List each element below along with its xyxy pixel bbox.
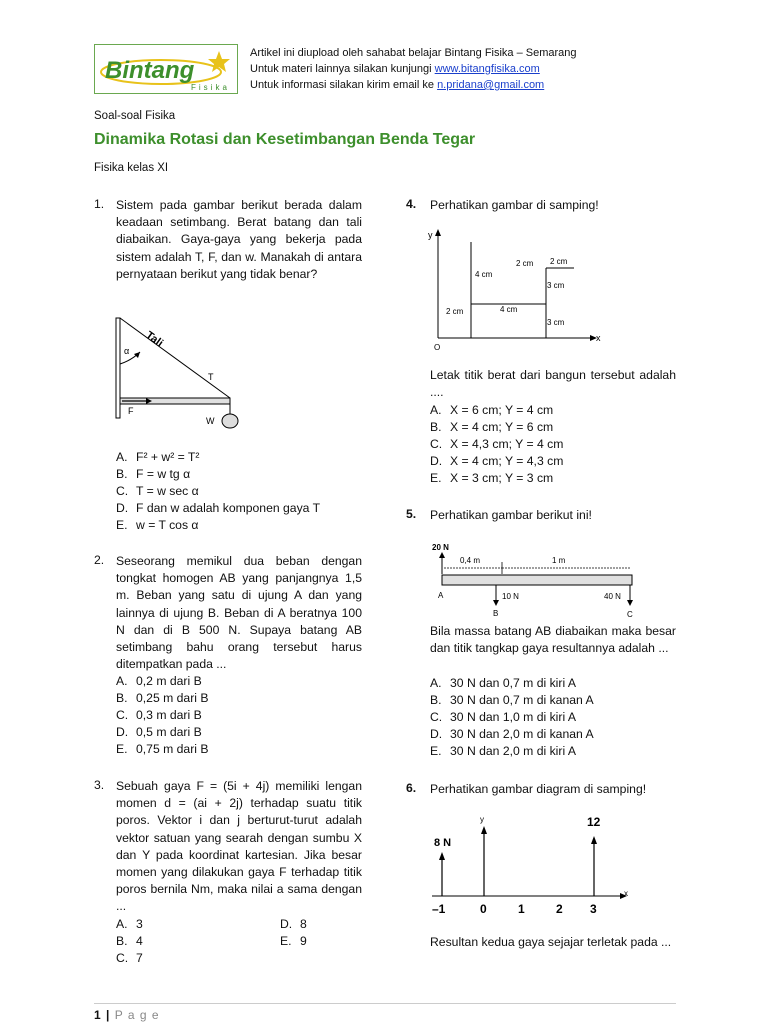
option-letter: E. (280, 934, 292, 948)
q4-option-d[interactable] (430, 453, 563, 470)
option-letter: D. (116, 725, 129, 739)
dim-3cm-upper: 3 cm (547, 281, 565, 290)
q4-option-b[interactable] (430, 419, 553, 436)
q1-option-d[interactable] (116, 500, 320, 517)
q1-option-a[interactable] (116, 449, 199, 466)
q3-option-c[interactable] (116, 950, 143, 967)
option-letter: C. (430, 710, 443, 724)
header-line-1: Artikel ini diupload oleh sahabat belajar Bintang Fisika – Semarang (250, 47, 577, 59)
option-text: X = 3 cm; Y = 3 cm (450, 471, 554, 485)
arc-arrow-icon (134, 352, 140, 358)
option-text: F = w tg α (136, 467, 191, 481)
weight-label: W (206, 416, 215, 426)
dim-2cm-bottom: 2 cm (446, 307, 464, 316)
q4-text: Perhatikan gambar di samping! (430, 198, 599, 212)
option-letter: A. (116, 450, 128, 464)
tick-0: 0 (480, 902, 487, 916)
dim-2cm-top: 2 cm (516, 259, 534, 268)
force-12-label: 12 (587, 815, 601, 829)
q4-option-e[interactable] (430, 470, 553, 487)
rope-label: Tali (143, 329, 166, 350)
q5-option-e[interactable] (430, 743, 576, 760)
footer-divider (94, 1003, 676, 1004)
tick-minus1: –1 (432, 902, 446, 916)
option-text: F² + w² = T² (136, 450, 200, 464)
wall (116, 318, 120, 418)
option-text: 0,75 m dari B (136, 742, 209, 756)
option-letter: E. (430, 744, 442, 758)
option-text: X = 4 cm; Y = 4,3 cm (450, 454, 564, 468)
option-letter: E. (430, 471, 442, 485)
q5-figure (426, 540, 640, 620)
q1-number: 1. (94, 197, 105, 211)
force-20n-label: 20 N (432, 543, 449, 552)
option-text: 7 (136, 951, 143, 965)
doc-grade: Fisika kelas XI (94, 162, 169, 174)
q6-number: 6. (406, 781, 417, 795)
q6-text-2: Resultan kedua gaya sejajar terletak pada ... (430, 935, 672, 949)
q2-option-d[interactable] (116, 724, 202, 741)
point-c-label: C (627, 610, 633, 619)
option-text: 0,5 m dari B (136, 725, 202, 739)
option-letter: B. (116, 467, 128, 481)
q5-number: 5. (406, 507, 417, 521)
option-letter: B. (116, 934, 128, 948)
force-f-label: F (128, 406, 134, 416)
force-12-arrowhead-icon (591, 836, 597, 844)
q5-option-a[interactable] (430, 675, 576, 692)
bintang-fisika-logo (94, 44, 238, 94)
option-letter: E. (116, 518, 128, 532)
dim-3cm-lower: 3 cm (547, 318, 565, 327)
email-link[interactable]: n.pridana@gmail.com (437, 79, 545, 91)
q4-text-2: Letak titik berat dari bangun tersebut adalah .... (430, 368, 676, 400)
website-link[interactable]: www.bitangfisika.com (434, 63, 540, 75)
alpha-label: α (124, 346, 130, 356)
q3-option-a[interactable] (116, 916, 143, 933)
y-arrow-icon (481, 826, 487, 834)
q3-option-b[interactable] (116, 933, 143, 950)
option-text: w = T cos α (136, 518, 199, 532)
force-10n-label: 10 N (502, 592, 519, 601)
option-letter: C. (116, 951, 129, 965)
q2-number: 2. (94, 553, 105, 567)
option-text: 30 N dan 1,0 m di kiri A (450, 710, 576, 724)
option-text: 0,3 m dari B (136, 708, 202, 722)
q2-option-e[interactable] (116, 741, 208, 758)
option-text: 4 (136, 934, 143, 948)
option-letter: A. (116, 674, 128, 688)
option-letter: D. (116, 501, 129, 515)
logo-text: Bintang (105, 57, 195, 84)
y-label: y (480, 815, 484, 824)
force-8n-label: 8 N (434, 837, 452, 849)
force-10n-arrowhead-icon (493, 600, 499, 606)
option-letter: B. (430, 693, 442, 707)
rod-ab (442, 575, 632, 585)
q1-figure (110, 314, 250, 434)
doc-category: Soal-soal Fisika (94, 110, 176, 122)
option-text: T = w sec α (136, 484, 199, 498)
dim-1m-label: 1 m (552, 556, 566, 565)
q4-number: 4. (406, 197, 417, 211)
q4-figure (424, 226, 610, 354)
logo-graphic (95, 45, 237, 93)
x-label: x (624, 889, 628, 898)
option-letter: C. (430, 437, 443, 451)
force-40n-label: 40 N (604, 592, 621, 601)
header-line-2 (250, 63, 540, 76)
tick-3: 3 (590, 902, 597, 916)
q5-text: Perhatikan gambar berikut ini! (430, 508, 592, 522)
y-arrow-icon (435, 229, 441, 236)
weight-ball (222, 414, 238, 428)
option-letter: D. (430, 454, 443, 468)
option-letter: A. (116, 917, 128, 931)
q1-option-c[interactable] (116, 483, 199, 500)
origin-label: O (434, 343, 441, 352)
q4-option-c[interactable] (430, 436, 563, 453)
footer-separator: | (106, 1008, 111, 1022)
tick-2: 2 (556, 902, 563, 916)
q3-number: 3. (94, 778, 105, 792)
q1-option-b[interactable] (116, 466, 190, 483)
rope-line (120, 318, 230, 398)
dim-04-label: 0,4 m (460, 556, 481, 565)
header-line-3-text: Untuk informasi silakan kirim email ke (250, 79, 438, 91)
x-label: x (596, 333, 601, 343)
q3-text: Sebuah gaya F = (5i + 4j) memiliki lengan momen d = (ai + 2j) terhadap suatu titik poros. Vektor i dan j berturut-turut adalah vektor satuan yang searah dengan sumbu X dan Y pada koordinat kartesian. Jika besar momen yang dilakukan gaya F terhadap titik poros bernila Nm, maka nilai a sama dengan ... (116, 779, 362, 914)
option-text: 9 (300, 934, 307, 948)
option-letter: A. (430, 403, 442, 417)
q5-option-d[interactable] (430, 726, 594, 743)
option-text: 30 N dan 2,0 m di kanan A (450, 727, 594, 741)
q2-option-c[interactable] (116, 707, 202, 724)
option-text: 8 (300, 917, 307, 931)
point-b-label: B (493, 609, 499, 618)
q1-text: Sistem pada gambar berikut berada dalam keadaan setimbang. Berat batang dan tali diabaikan. Gaya-gaya yang bekerja pada sistem adalah T, F, dan w. Manakah di antara pernyataan berikut yang tidak benar? (116, 198, 362, 281)
force-8n-arrowhead-icon (439, 852, 445, 860)
tension-label: T (208, 372, 214, 382)
dim-4cm-bottom: 4 cm (500, 305, 518, 314)
page-title: Dinamika Rotasi dan Kesetimbangan Benda Tegar (94, 131, 476, 148)
force-40n-arrowhead-icon (627, 600, 633, 606)
option-text: 30 N dan 0,7 m di kiri A (450, 676, 576, 690)
tick-1: 1 (518, 902, 525, 916)
dim-4cm-left: 4 cm (475, 270, 493, 279)
option-text: 30 N dan 0,7 m di kanan A (450, 693, 594, 707)
point-a-label: A (438, 591, 444, 600)
page-footer (94, 1008, 160, 1022)
q2-option-b[interactable] (116, 690, 208, 707)
header-line-2-text: Untuk materi lainnya silakan kunjungi (250, 63, 435, 75)
option-letter: E. (116, 742, 128, 756)
option-text: 0,2 m dari B (136, 674, 202, 688)
option-letter: D. (280, 917, 293, 931)
header-line-3 (250, 79, 544, 92)
q5-text-2: Bila massa batang AB diabaikan maka besar dan titik tangkap gaya resultannya adalah ... (430, 624, 676, 656)
q1-option-e[interactable] (116, 517, 198, 534)
option-letter: C. (116, 708, 129, 722)
option-text: F dan w adalah komponen gaya T (136, 501, 321, 515)
option-letter: B. (430, 420, 442, 434)
q6-figure (426, 812, 640, 922)
q4-option-a[interactable] (430, 402, 553, 419)
option-text: 3 (136, 917, 143, 931)
q5-option-c[interactable] (430, 709, 576, 726)
option-text: 0,25 m dari B (136, 691, 209, 705)
q3-option-d[interactable] (280, 916, 307, 933)
q3-option-e[interactable] (280, 933, 307, 950)
page-word: P a g e (114, 1008, 160, 1022)
q2-option-a[interactable] (116, 673, 202, 690)
q2-text: Seseorang memikul dua beban dengan tongkat homogen AB yang panjangnya 1,5 m. Beban yang satu di ujung A dan yang lainnya di ujung B. Beban di A beratnya 100 N dan di B 500 N. Supaya batang AB setimbang bahu orang tersebut harus ditempatkan pada ... (116, 554, 362, 672)
dim-2cm-top-right: 2 cm (550, 257, 568, 266)
option-letter: B. (116, 691, 128, 705)
page-number: 1 (94, 1008, 102, 1022)
q6-text: Perhatikan gambar diagram di samping! (430, 782, 647, 796)
option-letter: A. (430, 676, 442, 690)
option-text: X = 6 cm; Y = 4 cm (450, 403, 554, 417)
y-label: y (428, 230, 433, 240)
option-text: 30 N dan 2,0 m di kiri A (450, 744, 576, 758)
force-20n-arrowhead-icon (439, 552, 445, 558)
option-letter: C. (116, 484, 129, 498)
option-text: X = 4,3 cm; Y = 4 cm (450, 437, 564, 451)
option-letter: D. (430, 727, 443, 741)
logo-subtext: Fisika (191, 83, 230, 92)
option-text: X = 4 cm; Y = 6 cm (450, 420, 554, 434)
q5-option-b[interactable] (430, 692, 594, 709)
